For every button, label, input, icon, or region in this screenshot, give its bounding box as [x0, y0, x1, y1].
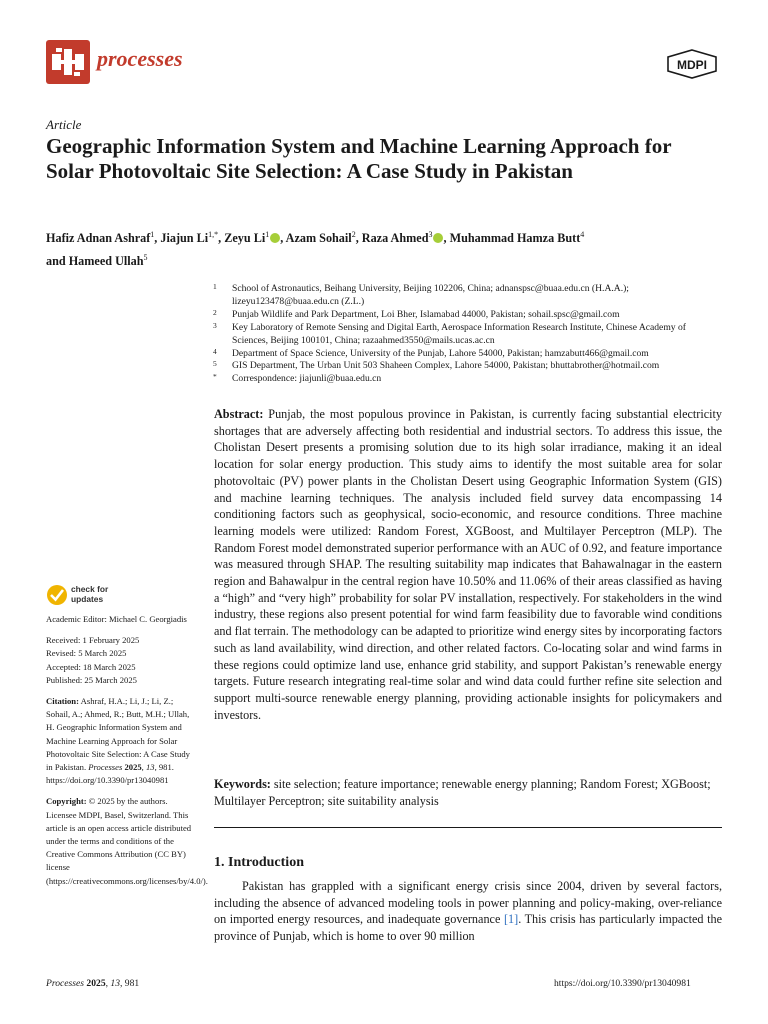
affiliation-item — [213, 360, 723, 373]
affiliation-text: Correspondence: jiajunli@buaa.edu.cn — [232, 373, 382, 385]
check-for-updates-button[interactable] — [71, 584, 108, 604]
affiliation-number: 1 — [213, 282, 217, 291]
author-name[interactable]: Azam Sohail — [285, 231, 352, 246]
footer-volume: 13 — [110, 978, 120, 989]
footer-article-no: 981 — [124, 978, 140, 989]
citation-volume: 13 — [145, 762, 155, 773]
citation-journal: Processes — [88, 762, 123, 773]
revised-date: Revised: 5 March 2025 — [46, 648, 127, 659]
keywords-label: Keywords: — [214, 777, 271, 791]
author-conjunction: and — [46, 254, 66, 269]
sidebar-metadata — [46, 613, 208, 896]
copyright-text: © 2025 by the authors. Licensee MDPI, Basel, Switzerland. This article is an open access article distributed under the terms and conditions of the Creative Commons Attribution (CC BY) license (https://creativecommons.org/licenses/by/4.0/). — [46, 796, 208, 886]
author-affiliation-mark: 3 — [428, 230, 433, 239]
citation-block: Citation: Ashraf, H.A.; Li, J.; Li, Z.; Sohail, A.; Ahmed, R.; Butt, M.H.; Ullah, H. Geographic Information System and Machine Learning Approach for Solar Photovoltaic Site Selection: A Case Study in Pakistan. Processes 2025, 13, 981. https://doi.org/10.3390/pr13040981 — [46, 696, 190, 786]
citation-year: 2025 — [124, 762, 142, 773]
abstract-text: Punjab, the most populous province in Pakistan, is currently facing substantial electricity shortages that are adversely affecting both residential and industrial sectors. To address this issue, the Cholistan Desert presents a promising solution due to its high solar irradiance, making it an ideal location for solar energy production. This study aims to identify the most suitable area for solar photovoltaic (PV) power plants in the Cholistan Desert using Geographic Information System (GIS) and machine learning techniques. The analysis included field survey data encompassing 14 conditioning factors such as geophysical, socio-economic, and resource conditions. Three machine learning models were utilized: Random Forest, XGBoost, and Multilayer Perceptron (MLP). The Random Forest model demonstrated superior performance with an AUC of 0.92, and feature importance was measured through SHAP. The resulting suitability map indicates that Bahawalnagar in the eastern region and Bahawalpur in the central region have 10.50% and 11.06% of their areas classified as having a “high” and “very high” probability for solar PV installation, respectively. For stakeholders in the wind industry, these regions also present potential for wind farm feasibility due to favorable wind conditions and flat terrain. The methodology can be adapted to prioritize wind energy sites by incorporating factors such as land availability, wind direction, and other related factors. Co-locating solar and wind farms in these regions could optimize land use, enhance grid stability, and support Pakistan’s renewable energy targets. Future research integrating real-time solar and wind data could further refine site selection and support multi-source renewable energy planning, providing actionable insights for policymakers and investors. — [214, 407, 723, 722]
author-name[interactable]: Hafiz Adnan Ashraf — [46, 231, 151, 246]
academic-editor: Academic Editor: Michael C. Georgiadis — [46, 614, 187, 624]
affiliations — [213, 283, 723, 386]
abstract-label: Abstract: — [214, 407, 264, 421]
footer-citation: Processes 2025, 13, 981 — [46, 978, 140, 989]
author-name[interactable]: Zeyu Li — [224, 231, 266, 246]
affiliation-text: Punjab Wildlife and Park Department, Loi Bher, Islamabad 44000, Pakistan; sohail.spsc@gmail.com — [232, 308, 620, 320]
footer-doi-link[interactable]: https://doi.org/10.3390/pr13040981 — [554, 978, 691, 989]
affiliation-text: Key Laboratory of Remote Sensing and Digital Earth, Aerospace Information Research Institute, Chinese Academy of Sciences, Beijing 100101, China; razaahmed3550@mails.ucas.ac.cn — [232, 321, 686, 346]
affiliation-number: 5 — [213, 359, 217, 369]
author-name[interactable]: Jiajun Li — [160, 231, 209, 246]
affiliation-item — [213, 309, 723, 322]
accepted-date: Accepted: 18 March 2025 — [46, 661, 136, 672]
orcid-icon[interactable] — [433, 233, 443, 243]
check-updates-line2: updates — [71, 594, 104, 604]
affiliation-text: School of Astronautics, Beihang University, Beijing 102206, China; adnanspsc@buaa.edu.cn (H.A.A.); lizeyu123478@buaa.edu.cn (Z.L.) — [232, 283, 629, 307]
affiliation-item — [213, 373, 723, 386]
abstract — [214, 406, 722, 723]
citation-link[interactable]: [1] — [503, 912, 519, 927]
author-list: Hafiz Adnan Ashraf$^1$, Jiajun $Li^{1,*}$, Zeyu Li$^1$ , Azam Sohail$^2$, Raza Ahmed$^3$ , Muhammad Hamza Butt$^4$ and Hameed Ullah$^5$ — [46, 230, 585, 269]
citation-text: Ashraf, H.A.; Li, J.; Li, Z.; Sohail, A.; Ahmed, R.; Butt, M.H.; Ullah, H. Geographic Information System and Machine Learning Approach for Solar Photovoltaic Site Selection: A Case Study in Pakistan. — [46, 696, 190, 773]
author-affiliation-mark: 4 — [580, 230, 585, 239]
check-for-updates-icon[interactable] — [46, 584, 68, 606]
keywords-text: site selection; feature importance; renewable energy planning; Random Forest; XGBoost; Multilayer Perceptron; site suitability analysis — [214, 777, 711, 808]
author-name[interactable]: Muhammad Hamza Butt — [449, 231, 581, 246]
copyright-block — [46, 795, 208, 887]
affiliation-number: 4 — [213, 346, 217, 356]
affiliation-number: 2 — [213, 307, 217, 317]
affiliation-item — [213, 283, 723, 309]
affiliation-text: Department of Space Science, University of the Punjab, Lahore 54000, Pakistan; hamzabutt466@gmail.com — [232, 347, 649, 359]
published-date: Published: 25 March 2025 — [46, 674, 137, 685]
mdpi-logo-icon — [666, 49, 718, 79]
affiliation-text: GIS Department, The Urban Unit 503 Shaheen Complex, Lahore 54000, Pakistan; bhuttabrother@hotmail.com — [232, 360, 660, 372]
keywords — [214, 776, 722, 809]
author-affiliation-mark: 1 — [265, 230, 270, 239]
author-affiliation-mark: 1 — [150, 230, 155, 239]
copyright-label: Copyright: — [46, 796, 87, 807]
section-divider — [214, 827, 722, 828]
mdpi-logo-text: MDPI — [677, 58, 707, 72]
intro-text-part: . This crisis has particularly impacted the province of Punjab, which is home to over 90 million — [214, 912, 722, 944]
citation-rest[interactable]: , 981. https://doi.org/10.3390/pr13040981 — [46, 762, 174, 786]
introduction-text — [214, 878, 722, 945]
intro-text-part: Pakistan has grappled with a significant energy crisis since 2004, driven by several factors, including the absence of advanced modeling tools in power planning and policy-making, over-reliance on imported energy resources, and inadequate governance — [214, 879, 722, 927]
footer-year: 2025 — [86, 978, 106, 989]
article-title: Geographic Information System and Machine Learning Approach for Solar Photovoltaic Site Selection: A Case Study in Pakistan — [46, 134, 672, 183]
author-name[interactable]: Hameed Ullah — [68, 254, 144, 269]
affiliation-item — [213, 348, 723, 361]
affiliation-item — [213, 322, 723, 348]
received-date: Received: 1 February 2025 — [46, 635, 140, 646]
article-type: Article — [46, 117, 82, 132]
orcid-icon[interactable] — [270, 233, 280, 243]
citation-label: Citation: — [46, 696, 79, 707]
journal-name: processes — [97, 46, 183, 71]
author-affiliation-mark: 1,* — [208, 230, 219, 239]
affiliation-number: * — [213, 372, 217, 382]
journal-logo-icon — [46, 40, 90, 84]
footer-journal: Processes — [46, 978, 85, 989]
author-name[interactable]: Raza Ahmed — [361, 231, 429, 246]
check-updates-line1: check for — [71, 584, 109, 594]
dates — [46, 634, 196, 687]
introduction-heading: 1. Introduction — [214, 855, 304, 870]
author-affiliation-mark: 5 — [143, 253, 148, 263]
author-affiliation-mark: 2 — [351, 230, 356, 239]
affiliation-number: 3 — [213, 320, 217, 330]
